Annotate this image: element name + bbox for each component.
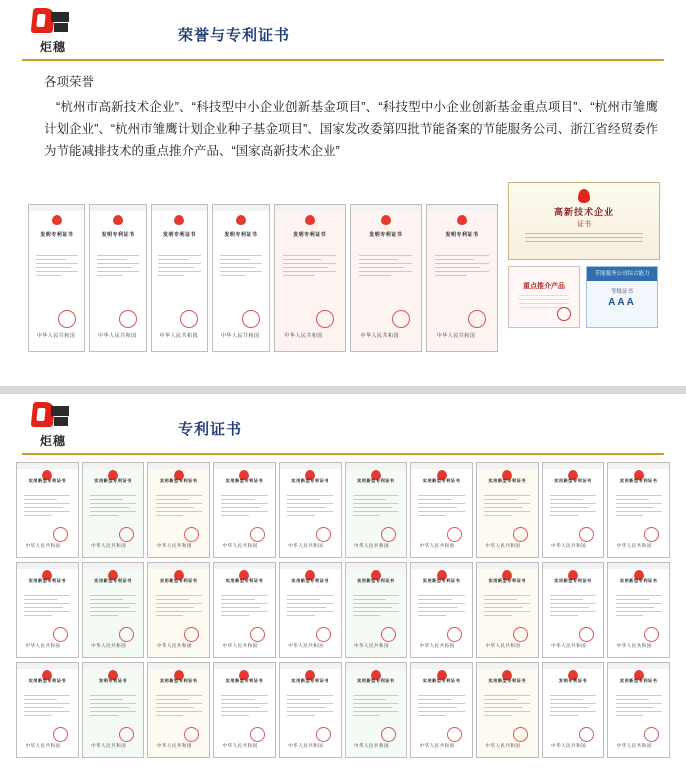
emblem-icon [305, 215, 315, 225]
certificate-title: 实用新型专利证书 [291, 578, 329, 584]
certificate-thumbnail[interactable] [345, 662, 408, 758]
certificate-signature: 中华人民共和国 [419, 643, 455, 649]
certificate-signature: 中华人民共和国 [25, 543, 61, 549]
certificate-title: 实用新型专利证书 [94, 578, 132, 584]
certificate-title: 实用新型专利证书 [357, 478, 395, 484]
red-seal-icon [184, 527, 199, 542]
emblem-icon [174, 215, 184, 225]
award-title: 高新技术企业 [553, 207, 614, 217]
red-seal-icon [53, 727, 68, 742]
certificate-signature: 中华人民共和国 [551, 743, 587, 749]
certificate-title: 实用新型专利证书 [291, 678, 329, 684]
red-seal-icon [250, 627, 265, 642]
red-seal-icon [513, 527, 528, 542]
award-title: 重点推介产品 [523, 283, 565, 290]
red-seal-icon [644, 727, 659, 742]
certificate-signature: 中华人民共和国 [616, 543, 652, 549]
patent-certificate-grid [16, 462, 670, 758]
certificate-title: 实用新型专利证书 [357, 578, 395, 584]
certificate-signature: 中华人民共和国 [156, 743, 192, 749]
certificate-signature: 中华人民共和国 [485, 543, 521, 549]
red-seal-icon [316, 727, 331, 742]
red-seal-icon [58, 310, 76, 328]
red-seal-icon [316, 627, 331, 642]
certificate-title: 实用新型专利证书 [554, 578, 592, 584]
red-seal-icon [644, 627, 659, 642]
certificate-title: 发明专利证书 [293, 232, 327, 239]
certificate-thumbnail[interactable] [147, 662, 210, 758]
certificate-thumbnail[interactable] [16, 562, 79, 658]
certificate-signature: 中华人民共和国 [25, 643, 61, 649]
red-seal-icon [119, 310, 137, 328]
award-energy-service-rating[interactable] [586, 266, 658, 328]
certificate-thumbnail[interactable] [147, 462, 210, 558]
certificate-title: 实用新型专利证书 [159, 478, 198, 484]
certificate-signature: 中华人民共和国 [353, 543, 389, 549]
certificate-title: 实用新型专利证书 [488, 478, 526, 484]
certificate-thumbnail[interactable] [410, 662, 473, 758]
certificate-signature: 中华人民共和国 [485, 743, 521, 749]
certificate-thumbnail[interactable] [410, 462, 473, 558]
red-seal-icon [644, 527, 659, 542]
red-seal-icon [184, 627, 199, 642]
certificate-thumbnail[interactable] [28, 204, 85, 352]
certificate-title: 实用新型专利证书 [619, 578, 658, 584]
certificate-signature: 中华人民共和国 [419, 543, 455, 549]
slide2-header [0, 394, 686, 456]
red-seal-icon [184, 727, 199, 742]
slide-separator [0, 386, 686, 394]
award-subtitle: 等级证书 [610, 289, 633, 295]
red-seal-icon [381, 627, 396, 642]
slide2-title: 专利证书 [178, 421, 243, 438]
certificate-thumbnail[interactable] [542, 562, 605, 658]
certificate-title: 实用新型专利证书 [619, 478, 658, 484]
certificate-title: 实用新型专利证书 [94, 478, 132, 484]
certificate-thumbnail[interactable] [82, 662, 145, 758]
certificate-title: 发明专利证书 [558, 678, 588, 684]
certificate-title: 实用新型专利证书 [225, 578, 264, 584]
red-seal-icon [447, 527, 462, 542]
certificate-thumbnail[interactable] [212, 204, 269, 352]
slide-honors-and-patents [0, 0, 686, 386]
certificate-signature: 中华人民共和国 [36, 333, 76, 340]
certificate-title: 发明专利证书 [101, 232, 135, 239]
red-seal-icon [579, 527, 594, 542]
certificate-thumbnail[interactable] [279, 462, 342, 558]
certificate-signature: 中华人民共和国 [551, 543, 587, 549]
flame-award-icon [578, 189, 590, 203]
certificate-title: 发明专利证书 [40, 232, 74, 239]
certificate-title: 实用新型专利证书 [225, 478, 264, 484]
award-title: 节能服务公司综合能力 [594, 271, 650, 277]
certificate-title: 实用新型专利证书 [28, 678, 67, 684]
certificate-thumbnail[interactable] [476, 662, 539, 758]
certificate-signature: 中华人民共和国 [485, 643, 521, 649]
certificate-thumbnail[interactable] [151, 204, 208, 352]
certificate-thumbnail[interactable] [82, 562, 145, 658]
award-high-tech-enterprise[interactable] [508, 182, 660, 260]
slide1-title: 荣誉与专利证书 [178, 27, 291, 44]
award-rating: AAA [608, 297, 636, 308]
certificate-title: 实用新型专利证书 [28, 578, 67, 584]
certificate-thumbnail[interactable] [345, 562, 408, 658]
certificate-title: 实用新型专利证书 [225, 678, 264, 684]
certificate-signature: 中华人民共和国 [159, 333, 199, 340]
certificate-title: 实用新型专利证书 [159, 678, 198, 684]
certificate-signature: 中华人民共和国 [288, 643, 324, 649]
certificate-thumbnail[interactable] [279, 562, 342, 658]
certificate-signature: 中华人民共和国 [98, 333, 137, 340]
emblem-icon [381, 215, 391, 225]
award-subtitle: 证书 [577, 221, 591, 228]
certificate-thumbnail[interactable] [274, 204, 346, 352]
certificate-signature: 中华人民共和国 [222, 643, 258, 649]
certificate-signature: 中华人民共和国 [91, 643, 127, 649]
flame-logo-icon [26, 8, 80, 36]
red-seal-icon [119, 527, 134, 542]
emblem-icon [236, 215, 246, 225]
certificate-signature: 中华人民共和国 [220, 333, 260, 340]
red-seal-icon [579, 627, 594, 642]
certificate-thumbnail[interactable] [607, 562, 670, 658]
red-seal-icon [53, 627, 68, 642]
red-seal-icon [513, 727, 528, 742]
certificate-thumbnail[interactable] [89, 204, 146, 352]
red-seal-icon [392, 310, 410, 328]
certificate-signature: 中华人民共和国 [91, 543, 127, 549]
certificate-thumbnail[interactable] [16, 462, 79, 558]
red-seal-icon [468, 310, 486, 328]
certificate-title: 发明专利证书 [98, 678, 128, 684]
certificate-title: 实用新型专利证书 [488, 578, 526, 584]
company-logo [22, 8, 84, 56]
certificate-signature: 中华人民共和国 [222, 543, 258, 549]
red-seal-icon [250, 527, 265, 542]
certificate-signature: 中华人民共和国 [25, 743, 61, 749]
red-seal-icon [557, 307, 571, 321]
certificate-title: 实用新型专利证书 [422, 478, 461, 484]
red-seal-icon [119, 727, 134, 742]
certificate-signature: 中华人民共和国 [288, 743, 324, 749]
certificate-thumbnail[interactable] [542, 662, 605, 758]
certificate-thumbnail[interactable] [476, 562, 539, 658]
certificate-title: 实用新型专利证书 [554, 478, 592, 484]
certificate-signature: 中华人民共和国 [551, 643, 587, 649]
award-recommended-product[interactable] [508, 266, 580, 328]
certificate-thumbnail[interactable] [279, 662, 342, 758]
certificate-title: 实用新型专利证书 [291, 478, 329, 484]
certificate-signature: 中华人民共和国 [360, 333, 400, 340]
certificate-thumbnail[interactable] [607, 462, 670, 558]
certificate-signature: 中华人民共和国 [419, 743, 455, 749]
certificate-title: 实用新型专利证书 [422, 678, 461, 684]
red-seal-icon [53, 527, 68, 542]
certificate-signature: 中华人民共和国 [353, 643, 389, 649]
company-logo [22, 402, 84, 450]
honors-text: “杭州市高新技术企业”、“科技型中小企业创新基金项目”、“科技型中小企业创新基金重点项目”、“杭州市雏鹰计划企业”、“杭州市雏鹰计划企业种子基金项目”、国家发改委第四批节能备案的节能服务公司、浙江省经贸委作为节能减排技术的重点推介产品、“国家高新技术企业” [44, 100, 658, 158]
certificate-title: 实用新型专利证书 [28, 478, 67, 484]
slide1-header [0, 0, 686, 62]
certificate-signature: 中华人民共和国 [156, 643, 192, 649]
title-divider [22, 453, 664, 455]
certificate-signature: 中华人民共和国 [353, 743, 389, 749]
logo-text: 炬穗 [39, 40, 66, 54]
flame-logo-icon [26, 402, 80, 430]
emblem-icon [113, 215, 123, 225]
slide-patent-certificates [0, 394, 686, 777]
honors-block [0, 62, 686, 162]
certificate-thumbnail[interactable] [542, 462, 605, 558]
certificate-thumbnail[interactable] [607, 662, 670, 758]
red-seal-icon [579, 727, 594, 742]
certificate-signature: 中华人民共和国 [156, 543, 192, 549]
certificate-signature: 中华人民共和国 [91, 743, 127, 749]
red-seal-icon [316, 310, 334, 328]
certificate-signature: 中华人民共和国 [284, 333, 323, 340]
red-seal-icon [180, 310, 198, 328]
certificate-title: 实用新型专利证书 [488, 678, 526, 684]
red-seal-icon [250, 727, 265, 742]
certificate-thumbnail[interactable] [16, 662, 79, 758]
certificate-thumbnail[interactable] [147, 562, 210, 658]
certificate-title: 发明专利证书 [369, 232, 403, 239]
certificate-title: 发明专利证书 [445, 232, 479, 239]
certificate-signature: 中华人民共和国 [616, 643, 652, 649]
certificate-title: 实用新型专利证书 [619, 678, 658, 684]
red-seal-icon [447, 727, 462, 742]
honors-label: 各项荣誉 [44, 75, 95, 89]
certificate-thumbnail[interactable] [426, 204, 498, 352]
red-seal-icon [381, 527, 396, 542]
certificate-thumbnail[interactable] [82, 462, 145, 558]
red-seal-icon [447, 627, 462, 642]
certificate-title: 实用新型专利证书 [159, 578, 198, 584]
certificate-thumbnail[interactable] [350, 204, 422, 352]
red-seal-icon [316, 527, 331, 542]
certificate-title: 发明专利证书 [224, 232, 258, 239]
certificate-signature: 中华人民共和国 [288, 543, 324, 549]
emblem-icon [457, 215, 467, 225]
logo-text: 炬穗 [39, 434, 66, 448]
red-seal-icon [381, 727, 396, 742]
certificate-thumbnail[interactable] [345, 462, 408, 558]
certificate-signature: 中华人民共和国 [616, 743, 652, 749]
red-seal-icon [513, 627, 528, 642]
certificate-signature: 中华人民共和国 [222, 743, 258, 749]
red-seal-icon [242, 310, 260, 328]
certificate-signature: 中华人民共和国 [436, 333, 476, 340]
certificate-thumbnail[interactable] [213, 462, 276, 558]
slide1-certificate-strip [28, 204, 498, 352]
slide1-awards-column [508, 182, 660, 328]
certificate-thumbnail[interactable] [213, 562, 276, 658]
emblem-icon [52, 215, 62, 225]
certificate-thumbnail[interactable] [213, 662, 276, 758]
certificate-thumbnail[interactable] [410, 562, 473, 658]
certificate-title: 实用新型专利证书 [422, 578, 461, 584]
certificate-thumbnail[interactable] [476, 462, 539, 558]
red-seal-icon [119, 627, 134, 642]
certificate-title: 发明专利证书 [162, 232, 196, 239]
certificate-title: 实用新型专利证书 [357, 678, 395, 684]
title-divider [22, 59, 664, 61]
